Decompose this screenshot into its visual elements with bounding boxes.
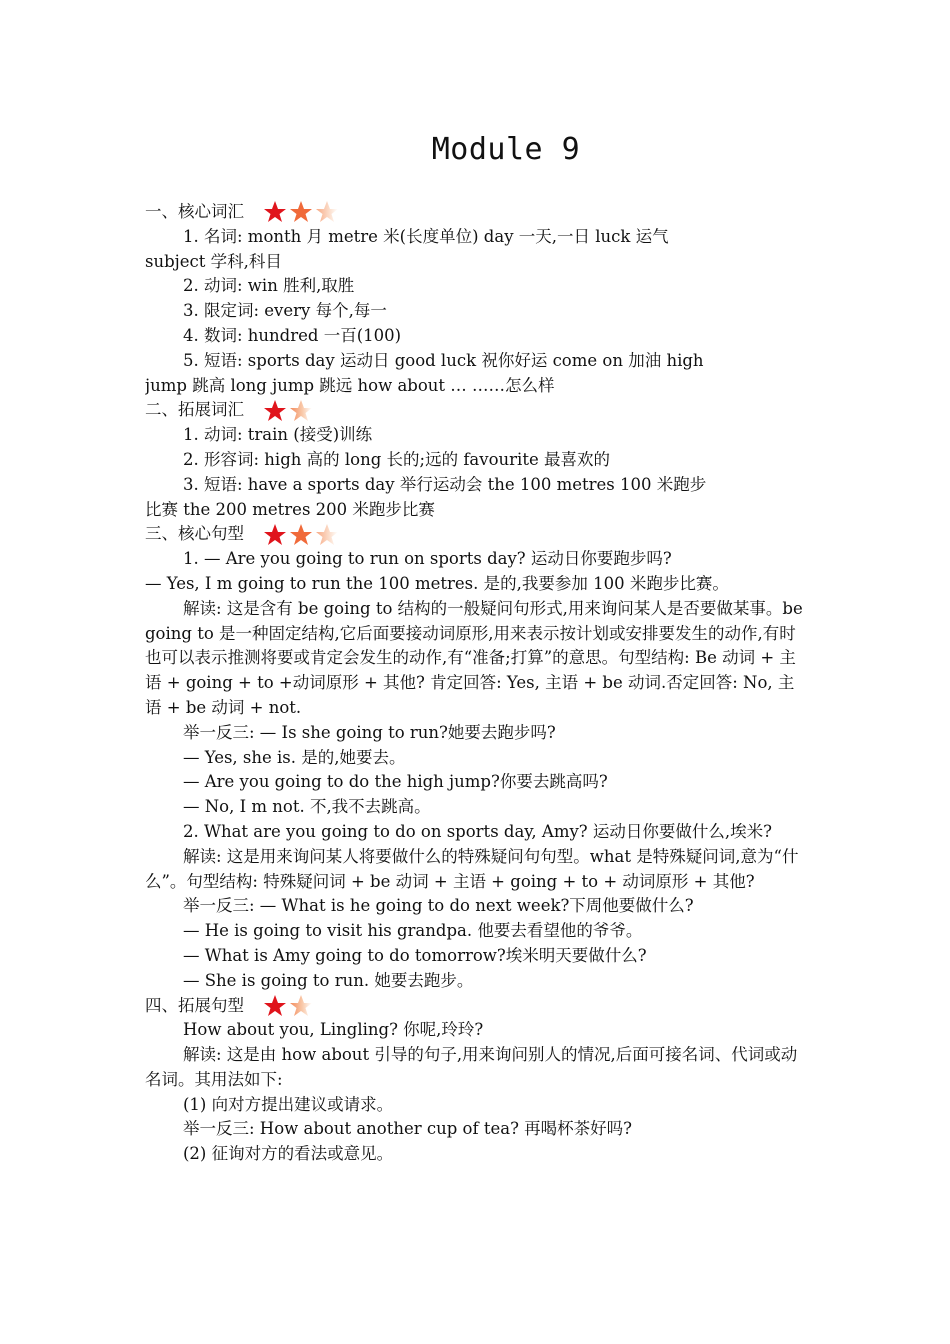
star-half-icon [314,523,340,547]
text-line: — Are you going to do the high jump?你要去跳高吗? [183,772,608,792]
text-line: 举一反三: — Is she going to run?她要去跑步吗? [183,722,556,742]
text-line: — He is going to visit his grandpa. 他要去看望他的爷爷。 [183,921,643,941]
text-line: subject 学科,科目 [145,251,282,271]
text-line: jump 跳高 long jump 跳远 how about … ……怎么样 [145,375,555,395]
text-line: — Yes, I m going to run the 100 metres. 是的,我要参加 100 米跑步比赛。 [145,573,729,593]
section-heading-core-vocab [145,200,810,225]
star-half-icon [288,399,314,423]
section-heading-core-sent [145,522,810,547]
section-title: 二、拓展词汇 [145,400,244,420]
star-full-icon [288,200,314,224]
document-body [145,200,810,1167]
paragraph: 解读: 这是含有 be going to 结构的一般疑问句形式,用来询问某人是否要做某事。be going to 是一种固定结构,它后面要接动词原形,用来表示按计划或安排要发生的动作,有时也可以表示推测将要或肯定会发生的动作,有“准备;打算”的意思。句型结构: Be 动词 + 主语 + going + to +动词原形 + 其他? 肯定回答: Yes, 主语 + be 动词.否定回答: No, 主语 + be 动词 + not. [145,598,803,717]
text-line: 4. 数词: hundred 一百(100) [183,325,402,345]
text-line: (1) 向对方提出建议或请求。 [183,1094,394,1114]
text-line: 3. 限定词: every 每个,每一 [183,301,387,321]
star-full-icon [262,523,288,547]
text-line: How about you, Lingling? 你呢,玲玲? [183,1020,484,1040]
text-line: 1. 动词: train (接受)训练 [183,425,373,445]
star-half-icon [314,200,340,224]
text-line: — What is Amy going to do tomorrow?埃米明天要做什么? [183,945,647,965]
text-line: — She is going to run. 她要去跑步。 [183,970,474,990]
section-heading-ext-vocab [145,398,810,423]
star-full-icon [262,200,288,224]
text-line: 2. 动词: win 胜利,取胜 [183,276,355,296]
rating-stars [262,399,314,423]
text-line: (2) 征询对方的看法或意见。 [183,1144,394,1164]
text-line: 1. 名词: month 月 metre 米(长度单位) day 一天,一日 luck 运气 [183,226,669,246]
section-title: 三、核心句型 [145,524,244,544]
star-half-icon [288,994,314,1018]
paragraph: 2. What are you going to do on sports day, Amy? 运动日你要做什么,埃米? [183,821,772,841]
text-line: 2. 形容词: high 高的 long 长的;远的 favourite 最喜欢的 [183,449,610,469]
text-line: 举一反三: — What is he going to do next week?下周他要做什么? [183,896,694,916]
section-heading-ext-sent [145,994,810,1019]
star-full-icon [262,399,288,423]
section-title: 一、核心词汇 [145,202,244,221]
rating-stars [262,200,340,224]
text-line: 举一反三: How about another cup of tea? 再喝杯茶好吗? [183,1119,633,1139]
star-full-icon [262,994,288,1018]
paragraph: 解读: 这是由 how about 引导的句子,用来询问别人的情况,后面可接名词、代词或动名词。其用法如下: [145,1045,798,1089]
text-line: 比赛 the 200 metres 200 米跑步比赛 [145,499,435,519]
text-line: 5. 短语: sports day 运动日 good luck 祝你好运 come on 加油 high [183,350,704,370]
text-line: 3. 短语: have a sports day 举行运动会 the 100 metres 100 米跑步 [183,474,707,494]
rating-stars [262,523,340,547]
text-line: 1. — Are you going to run on sports day? 运动日你要跑步吗? [183,549,672,569]
rating-stars [262,994,314,1018]
text-line: — No, I m not. 不,我不去跳高。 [183,797,431,817]
star-full-icon [288,523,314,547]
paragraph: 解读: 这是用来询问某人将要做什么的特殊疑问句句型。what 是特殊疑问词,意为“什么”。句型结构: 特殊疑问词 + be 动词 + 主语 + going + to + 动词原形 + 其他? [145,846,799,891]
page-title: Module 9 [431,132,581,167]
text-line: — Yes, she is. 是的,她要去。 [183,747,406,767]
section-title: 四、拓展句型 [145,995,244,1015]
